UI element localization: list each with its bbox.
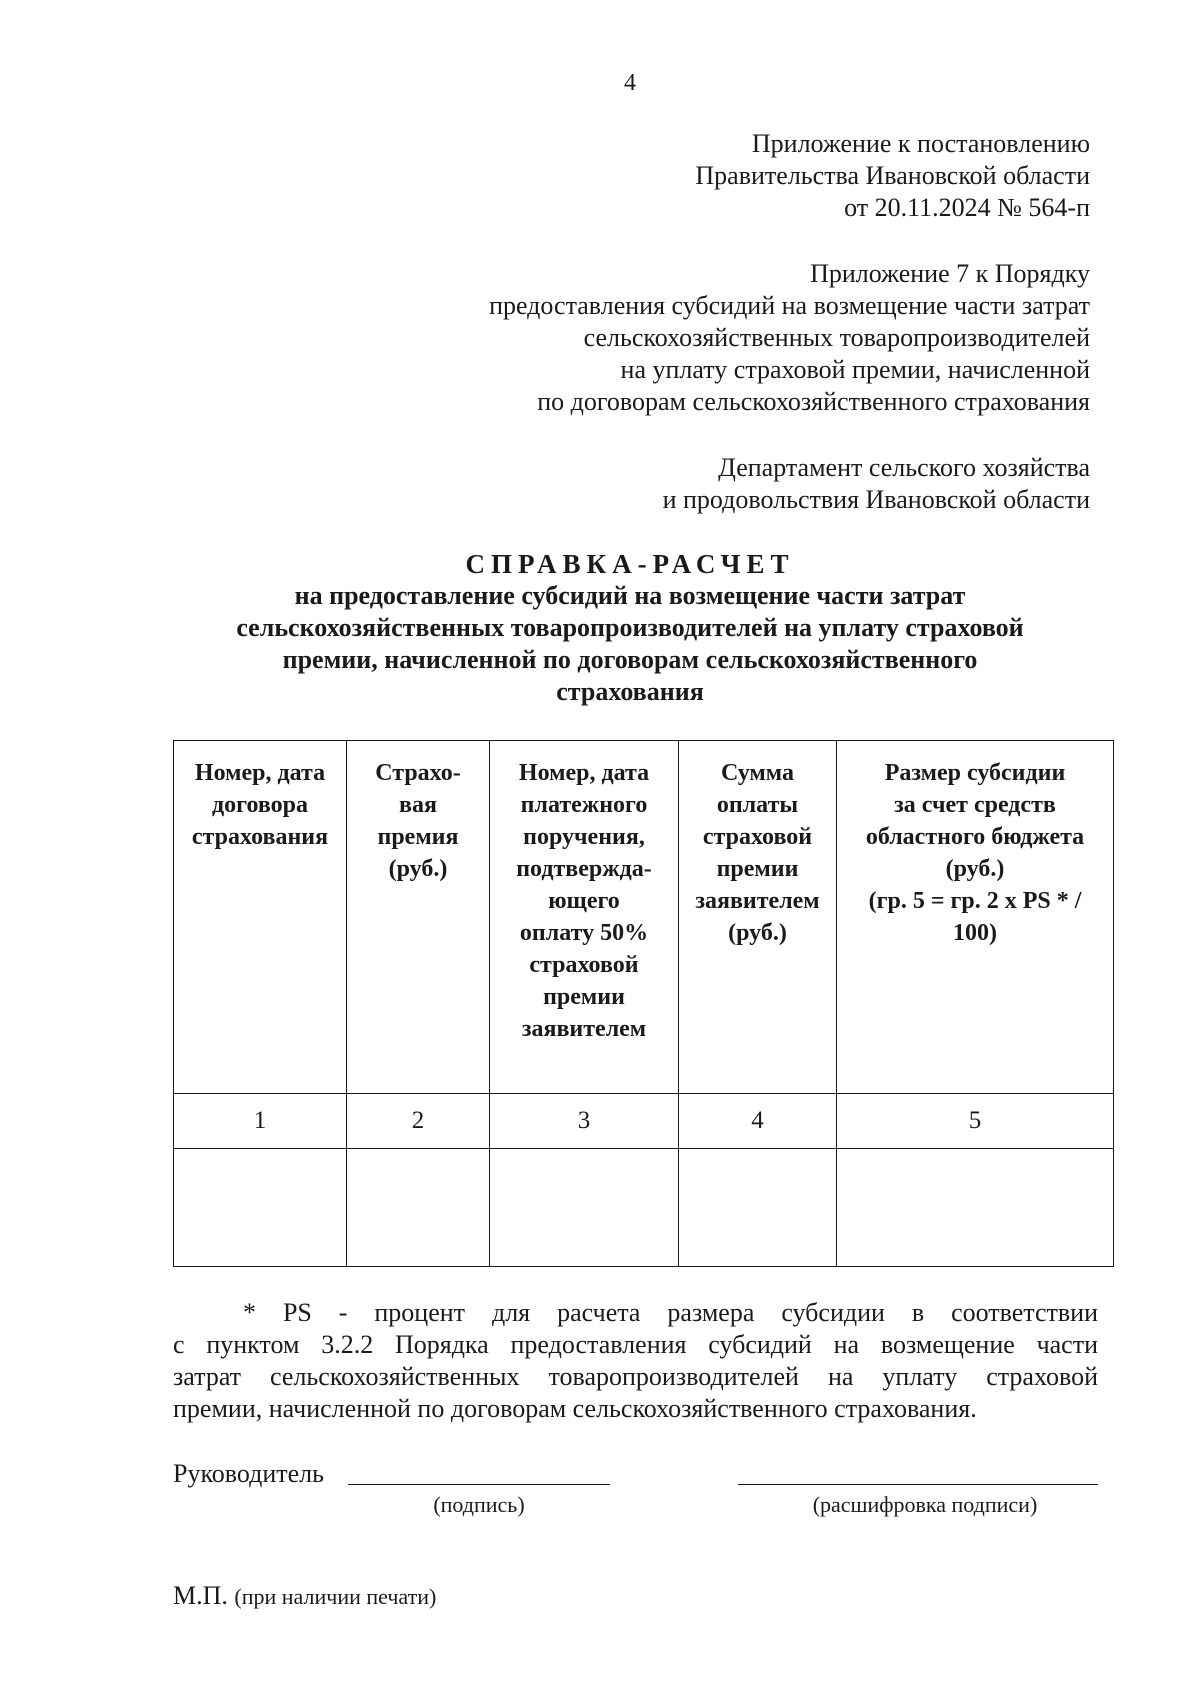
header-text: 100) — [953, 920, 997, 946]
header-text: страховой — [529, 952, 639, 978]
column-number: 5 — [837, 1094, 1114, 1149]
table-row — [174, 1149, 1114, 1267]
header-text: страховой — [702, 824, 813, 850]
title-main: СПРАВКА-РАСЧЕТ — [465, 549, 795, 579]
title-sub-line: премии, начисленной по договорам сельскохозяйственного — [282, 645, 978, 674]
column-number: 2 — [347, 1094, 490, 1149]
stamp-line — [173, 1580, 436, 1613]
header-text: заявителем — [695, 888, 820, 914]
header-text: Номер, дата — [518, 760, 650, 786]
footnote-line: затрат сельскохозяйственных товаропроизводителей на уплату страховой — [173, 1362, 1098, 1391]
page-number: 4 — [624, 70, 636, 96]
header-contract-number-date — [174, 741, 347, 1094]
header-text: Размер субсидии — [884, 760, 1066, 786]
header-text: Номер, дата — [194, 760, 326, 786]
decryption-underline — [738, 1484, 1098, 1485]
column-number: 3 — [490, 1094, 679, 1149]
header-text: премии — [543, 984, 625, 1010]
header-text: заявителем — [521, 1016, 647, 1042]
signature-underline — [348, 1484, 610, 1485]
header-text: за счет средств — [894, 792, 1056, 818]
header-text: (гр. 5 = гр. 2 x PS * / — [868, 888, 1082, 914]
title-sub-line: сельскохозяйственных товаропроизводителей на уплату страховой — [236, 613, 1024, 642]
header-text: Сумма — [721, 760, 794, 786]
appendix-header-line: предоставления субсидий на возмещение части затрат — [489, 291, 1090, 320]
resolution-header — [695, 128, 1090, 224]
appendix-header-line: Приложение 7 к Порядку — [810, 259, 1090, 288]
signature-role: Руководитель — [173, 1459, 324, 1488]
header-text: поручения, — [523, 824, 645, 850]
table-cell-empty — [347, 1149, 490, 1267]
appendix-header-line: сельскохозяйственных товаропроизводителей — [583, 323, 1090, 352]
table-cell-empty — [174, 1149, 347, 1267]
addressee-block — [663, 452, 1090, 516]
stamp-note: (при наличии печати) — [234, 1584, 437, 1609]
table-cell-empty — [679, 1149, 837, 1267]
header-text: премии — [716, 856, 799, 882]
calculation-table — [173, 740, 1114, 1267]
header-payment-amount — [679, 741, 837, 1094]
header-text: оплаты — [716, 792, 799, 818]
footnote-line: премии, начисленной по договорам сельскохозяйственного страхования. — [173, 1394, 977, 1423]
footnote-line: с пунктом 3.2.2 Порядка предоставления субсидий на возмещение части — [173, 1330, 1098, 1359]
header-text: (руб.) — [728, 920, 787, 946]
appendix-header — [489, 258, 1090, 418]
resolution-header-line: от 20.11.2024 № 564-п — [844, 193, 1090, 222]
decryption-caption: (расшифровка подписи) — [812, 1492, 1038, 1517]
header-subsidy-amount — [837, 741, 1114, 1094]
appendix-header-line: на уплату страховой премии, начисленной — [620, 355, 1090, 384]
title-sub-line: на предоставление субсидий на возмещение части затрат — [294, 581, 966, 610]
header-text: премия — [377, 824, 459, 850]
table-header-row — [174, 741, 1114, 1094]
document-title — [0, 548, 1200, 708]
header-insurance-premium — [347, 741, 490, 1094]
table-cell-empty — [837, 1149, 1114, 1267]
table-cell-empty — [490, 1149, 679, 1267]
header-text: договора — [212, 792, 308, 818]
footnote-line: * PS - процент для расчета размера субсидии в соответствии — [243, 1298, 1098, 1327]
header-text: оплату 50% — [519, 920, 649, 946]
stamp-label: М.П. — [173, 1581, 228, 1610]
header-text: областного бюджета — [865, 824, 1085, 850]
addressee-line: и продовольствия Ивановской области — [662, 485, 1090, 514]
addressee-line: Департамент сельского хозяйства — [718, 453, 1090, 482]
column-number-row — [174, 1094, 1114, 1149]
header-text: страхования — [191, 824, 329, 850]
resolution-header-line: Приложение к постановлению — [751, 129, 1090, 158]
header-payment-order — [490, 741, 679, 1094]
header-text: (руб.) — [388, 856, 448, 882]
column-number: 1 — [174, 1094, 347, 1149]
footnote — [173, 1297, 1098, 1425]
header-text: платежного — [520, 792, 648, 818]
signature-caption: (подпись) — [433, 1492, 525, 1517]
resolution-header-line: Правительства Ивановской области — [695, 161, 1090, 190]
title-sub-line: страхования — [556, 677, 704, 706]
header-text: Страхо- — [375, 760, 461, 786]
column-number: 4 — [679, 1094, 837, 1149]
header-text: ющего — [548, 888, 620, 914]
appendix-header-line: по договорам сельскохозяйственного страхования — [537, 387, 1090, 416]
header-text: (руб.) — [945, 856, 1005, 882]
header-text: вая — [399, 792, 437, 818]
header-text: подтвержда- — [516, 856, 652, 882]
